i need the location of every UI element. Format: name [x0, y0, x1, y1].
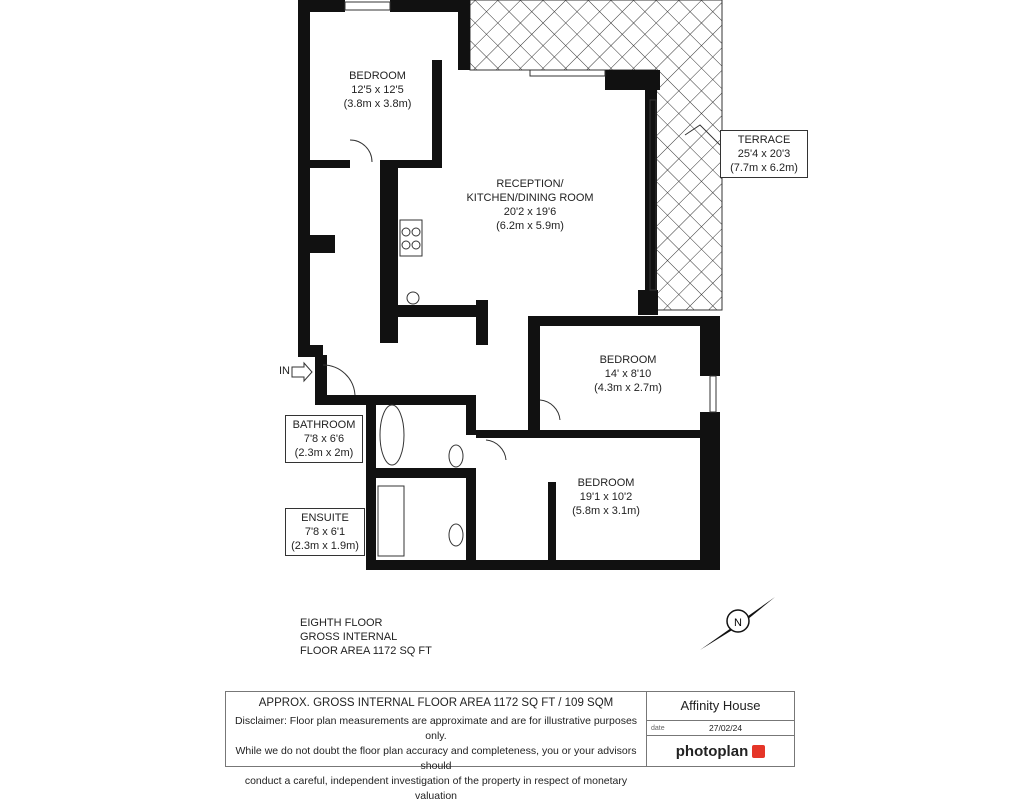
room-metric: (5.8m x 3.1m): [572, 505, 640, 517]
photoplan-logo: [647, 736, 794, 766]
footer-box: [225, 691, 795, 802]
room-imperial: 20'2 x 19'6: [503, 206, 557, 218]
label-bathroom: [285, 415, 363, 463]
floor-info-line: GROSS INTERNAL: [300, 631, 398, 643]
room-imperial: 25'4 x 20'3: [737, 148, 791, 160]
room-imperial: 7'8 x 6'1: [304, 526, 346, 538]
room-imperial: 19'1 x 10'2: [579, 491, 633, 503]
label-bedroom1: [330, 69, 425, 111]
label-reception: [455, 177, 605, 233]
room-metric: (6.2m x 5.9m): [496, 220, 564, 232]
room-name: ENSUITE: [301, 512, 349, 524]
compass-label: N: [734, 617, 742, 629]
label-terrace: [720, 130, 808, 178]
room-name: BEDROOM: [599, 354, 657, 366]
room-name: BEDROOM: [577, 477, 635, 489]
room-metric: (2.3m x 1.9m): [291, 540, 359, 552]
entrance-arrow: [292, 363, 312, 381]
room-metric: (2.3m x 2m): [294, 447, 354, 459]
floor-info: [300, 616, 432, 658]
disclaimer-line: Floor plan measurements are approximate and are for illustrative purposes only.: [289, 715, 638, 742]
room-imperial: 7'8 x 6'6: [303, 433, 345, 445]
footer-info-panel: [647, 692, 794, 766]
room-name-2: KITCHEN/DINING ROOM: [466, 192, 594, 204]
room-name: RECEPTION/: [496, 178, 564, 190]
label-bedroom2: [578, 353, 678, 395]
date-row: [647, 721, 794, 736]
room-name: BEDROOM: [349, 70, 406, 82]
room-name: TERRACE: [737, 134, 791, 146]
date-label: date: [651, 724, 665, 732]
disclaimer-label: Disclaimer:: [234, 715, 287, 727]
label-bedroom3: [556, 476, 656, 518]
brand-name: photoplan: [675, 742, 749, 760]
label-ensuite: [285, 508, 365, 556]
room-metric: (3.8m x 3.8m): [343, 98, 412, 110]
room-metric: (4.3m x 2.7m): [594, 382, 662, 394]
room-imperial: 12'5 x 12'5: [351, 84, 404, 96]
disclaimer-line: While we do not doubt the floor plan accuracy and completeness, you or your advisors should: [235, 745, 637, 772]
room-name: BATHROOM: [292, 419, 356, 431]
room-metric: (7.7m x 6.2m): [730, 162, 798, 174]
floor-info-line: EIGHTH FLOOR: [300, 617, 383, 629]
entrance-label: IN: [279, 365, 290, 377]
room-imperial: 14' x 8'10: [604, 368, 652, 380]
property-name: Affinity House: [647, 692, 794, 721]
disclaimer-line: conduct a careful, independent investigation of the property in respect of monetary valuation: [244, 775, 628, 802]
photoplan-logo-icon: [752, 745, 765, 758]
floor-info-line: FLOOR AREA 1172 SQ FT: [300, 645, 432, 657]
disclaimer-text: [226, 714, 646, 804]
footer-disclaimer-panel: [226, 692, 647, 802]
footer-title: APPROX. GROSS INTERNAL FLOOR AREA 1172 SQ FT / 109 SQM: [258, 697, 614, 709]
terrace-area: [470, 0, 722, 310]
date-value: 27/02/24: [709, 723, 743, 733]
